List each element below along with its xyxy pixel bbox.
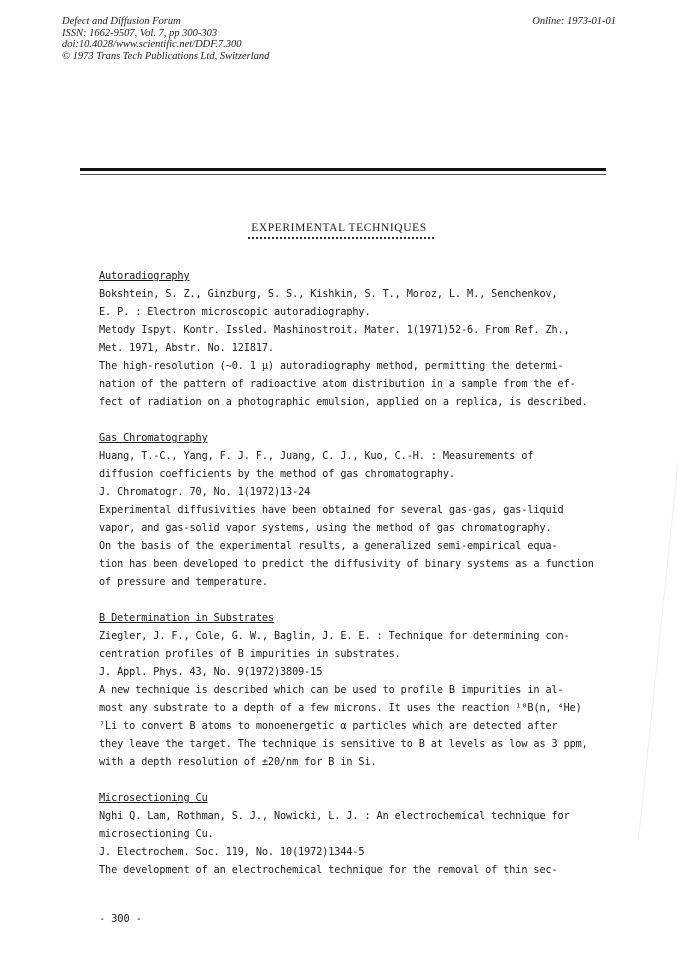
header-rule-thin	[80, 174, 606, 175]
journal-name: Defect and Diffusion Forum	[62, 16, 181, 27]
journal-header	[62, 16, 269, 62]
page-number: - 300 -	[99, 914, 142, 925]
text-line: A new technique is described which can be used to profile B impurities in al-	[99, 685, 564, 696]
doi-line[interactable]: doi:10.4028/www.scientific.net/DDF.7.300	[62, 39, 242, 50]
text-line: diffusion coefficients by the method of gas chromatography.	[99, 469, 455, 480]
text-line: The development of an electrochemical technique for the removal of thin sec-	[99, 865, 558, 876]
section-heading: Microsectioning Cu	[99, 793, 208, 804]
text-line: nation of the pattern of radioactive atom distribution in a sample from the ef-	[99, 379, 576, 390]
issn-line: ISSN: 1662-9507, Vol. 7, pp 300-303	[62, 27, 218, 39]
page-title: EXPERIMENTAL TECHNIQUES	[251, 222, 427, 234]
text-line: The high-resolution (~0. 1 μ) autoradiography method, permitting the determi-	[99, 361, 564, 372]
online-date: Online: 1973-01-01	[532, 16, 616, 27]
text-line: Metody Ispyt. Kontr. Issled. Mashinostroit. Mater. 1(1971)52-6. From Ref. Zh.,	[99, 325, 570, 336]
title-underline	[248, 237, 434, 239]
section-heading: B Determination in Substrates	[99, 613, 274, 624]
section-b-determination	[99, 610, 588, 772]
text-line: Experimental diffusivities have been obtained for several gas-gas, gas-liquid	[99, 505, 564, 516]
text-line: J. Electrochem. Soc. 119, No. 10(1972)1344-5	[99, 847, 365, 858]
text-line: tion has been developed to predict the diffusivity of binary systems as a function	[99, 559, 594, 570]
text-line: J. Appl. Phys. 43, No. 9(1972)3809-15	[99, 667, 323, 678]
section-microsectioning-cu	[99, 790, 569, 880]
scan-margin-shadow	[598, 420, 678, 840]
text-line: Huang, T.-C., Yang, F. J. F., Juang, C. J., Kuo, C.-H. : Measurements of	[99, 451, 534, 462]
header-rule	[80, 168, 606, 171]
text-line: they leave the target. The technique is sensitive to B at levels as low as 3 ppm,	[99, 739, 588, 750]
text-line: J. Chromatogr. 70, No. 1(1972)13-24	[99, 487, 311, 498]
text-line: fect of radiation on a photographic emulsion, applied on a replica, is described.	[99, 397, 588, 408]
text-line: of pressure and temperature.	[99, 577, 268, 588]
text-line: microsectioning Cu.	[99, 829, 214, 840]
text-line: with a depth resolution of ±20/nm for B in Si.	[99, 757, 377, 768]
text-line: most any substrate to a depth of a few microns. It uses the reaction ¹⁰B(n, ⁴He)	[99, 703, 582, 714]
text-line: Met. 1971, Abstr. No. 12I817.	[99, 343, 274, 354]
text-line: Nghi Q. Lam, Rothman, S. J., Nowicki, L. J. : An electrochemical technique for	[99, 811, 570, 822]
copyright-line: © 1973 Trans Tech Publications Ltd, Switzerland	[62, 50, 270, 62]
text-line: On the basis of the experimental results, a generalized semi-empirical equa-	[99, 541, 558, 552]
text-line: Bokshtein, S. Z., Ginzburg, S. S., Kishkin, S. T., Moroz, L. M., Senchenkov,	[99, 289, 558, 300]
text-line: centration profiles of B impurities in substrates.	[99, 649, 401, 660]
text-line: vapor, and gas-solid vapor systems, using the method of gas chromatography.	[99, 523, 552, 534]
abstracts-body	[99, 268, 594, 898]
section-autoradiography	[99, 268, 588, 412]
section-gas-chromatography	[99, 430, 594, 592]
text-line: Ziegler, J. F., Cole, G. W., Baglin, J. E. E. : Technique for determining con-	[99, 631, 570, 642]
text-line: ⁷Li to convert B atoms to monoenergetic α particles which are detected after	[99, 721, 558, 732]
text-line: E. P. : Electron microscopic autoradiography.	[99, 307, 371, 318]
section-heading: Gas Chromatography	[99, 433, 208, 444]
section-heading: Autoradiography	[99, 271, 190, 282]
